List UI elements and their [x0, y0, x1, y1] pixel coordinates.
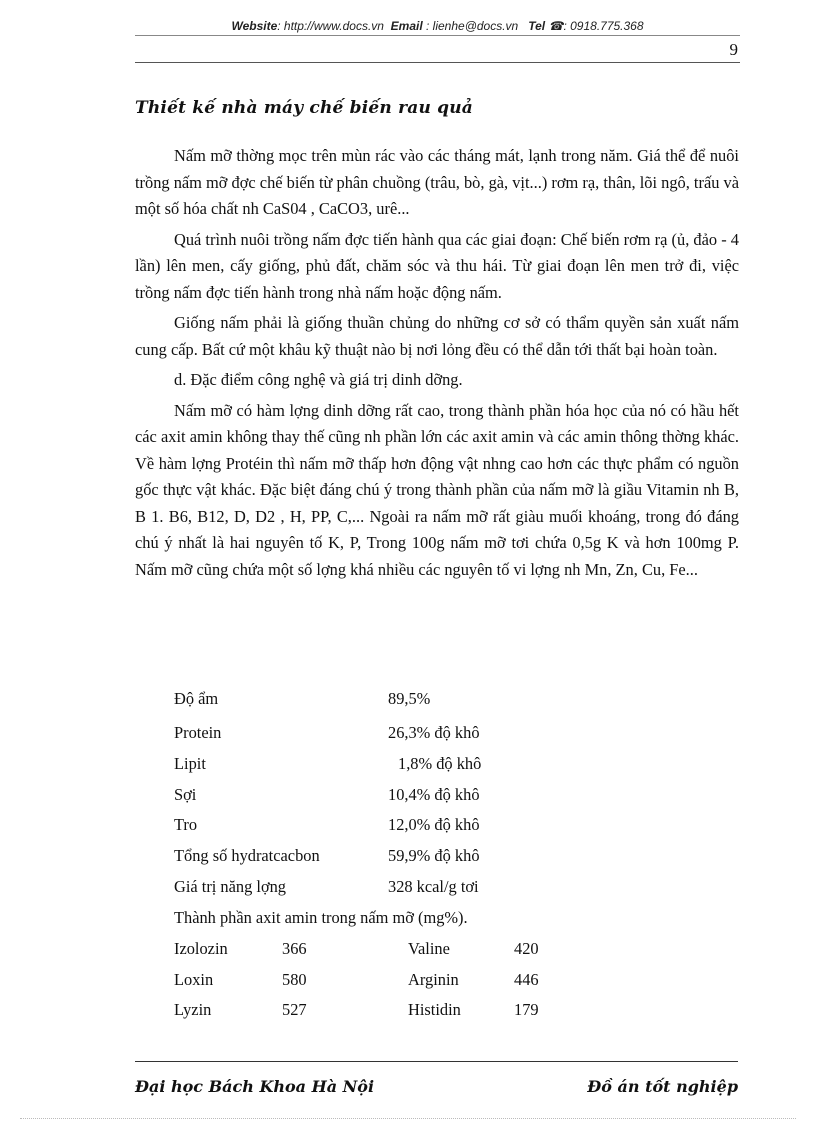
composition-row	[174, 877, 479, 897]
composition-name: Sợi	[174, 785, 197, 804]
amino-value: 420	[514, 939, 539, 958]
composition-value: 89,5%	[388, 689, 431, 708]
composition-row	[174, 754, 482, 774]
paragraph-1: Nấm mỡ thờng mọc trên mùn rác vào các tháng mát, lạnh trong năm. Giá thể để nuôi trồng nấm mỡ đợc chế biến từ phân chuồng (trâu, bò, gà, vịt...) rơm rạ, thân, lõi ngô, trấu và một số hóa chất nh CaS04 , CaCO3, urê...	[135, 146, 739, 218]
document-title: Thiết kế nhà máy chế biến rau quả	[135, 98, 474, 118]
page-number: 9	[729, 40, 738, 59]
amino-value: 179	[514, 1000, 539, 1019]
body-text	[135, 143, 739, 583]
amino-value: 580	[282, 970, 307, 989]
website-label: Website	[231, 19, 278, 33]
amino-value: 366	[282, 939, 307, 958]
composition-value: 59,9% độ khô	[388, 846, 480, 865]
amino-table-title: Thành phần axit amin trong nấm mỡ (mg%).	[174, 908, 468, 927]
composition-value: 26,3% độ khô	[388, 723, 480, 742]
email-label: Email	[390, 19, 423, 33]
amino-name: Lyzin	[174, 1000, 212, 1019]
footer-university: Đại học Bách Khoa Hà Nội	[135, 1077, 375, 1096]
composition-value: 12,0% độ khô	[388, 815, 480, 834]
header-rule-bottom	[135, 62, 740, 63]
amino-name: Arginin	[408, 970, 459, 989]
amino-name: Valine	[408, 939, 450, 958]
phone-icon: ☎	[548, 19, 564, 33]
paragraph-3: Giống nấm phải là giống thuần chủng do những cơ sở có thẩm quyền sản xuất nấm cung cấp. Bất cứ một khâu kỹ thuật nào bị nơi lỏng đều có thể dẫn tới thất bại hoàn toàn.	[135, 313, 739, 359]
composition-row	[174, 846, 480, 866]
composition-name: Độ ẩm	[174, 689, 219, 708]
composition-value: 10,4% độ khô	[388, 785, 480, 804]
composition-value: 1,8% độ khô	[398, 754, 482, 773]
composition-name: Protein	[174, 723, 222, 742]
header-rule	[135, 35, 740, 36]
tel-label: Tel	[528, 19, 546, 33]
composition-row	[174, 785, 480, 805]
composition-name: Tổng số hydratcacbon	[174, 846, 320, 865]
paragraph-2: Quá trình nuôi trồng nấm đợc tiến hành qua các giai đoạn: Chế biến rơm rạ (ủ, đảo - 4 lần) lên men, cấy giống, phủ đất, chăm sóc và thu hái. Từ giai đoạn lên men trở đi, việc trồng nấm đợc tiến hành trong nhà nấm hoặc động nấm.	[135, 229, 739, 302]
tel-value: : 0918.775.368	[563, 19, 644, 33]
website-value[interactable]: : http://www.docs.vn	[277, 19, 384, 33]
amino-value: 446	[514, 970, 539, 989]
composition-row	[174, 815, 480, 835]
section-heading: d. Đặc điểm công nghệ và giá trị dinh dỡng.	[174, 370, 463, 389]
amino-name: Histidin	[408, 1000, 461, 1019]
composition-name: Tro	[174, 815, 198, 834]
header-contact	[135, 19, 740, 33]
amino-value: 527	[282, 1000, 307, 1019]
footer-project: Đồ án tốt nghiệp	[587, 1077, 738, 1096]
amino-name: Loxin	[174, 970, 214, 989]
composition-row	[174, 723, 480, 743]
email-value[interactable]: : lienhe@docs.vn	[426, 19, 519, 33]
footer-rule	[135, 1061, 738, 1062]
amino-name: Izolozin	[174, 939, 228, 958]
composition-value: 328 kcal/g tơi	[388, 877, 479, 896]
paragraph-4: Nấm mỡ có hàm lợng dinh dỡng rất cao, trong thành phần hóa học của nó có hầu hết các axit amin không thay thế cũng nh phần lớn các axit amin và các amin thông thờng khác. Về hàm lợng Protéin thì nấm mỡ thấp hơn động vật nhng cao hơn các thực phẩm có nguồn gốc thực vật khác. Đặc biệt đáng chú ý trong thành phần của nấm mỡ là giầu Vitamin nh B, B 1. B6, B12, D, D2 , H, PP, C,... Ngoài ra nấm mỡ rất giàu muối khoáng, trong đó đáng chú ý nhất là hai nguyên tố K, P, Trong 100g nấm mỡ tơi chứa 0,5g K và hơn 100mg P. Nấm mỡ cũng chứa một số lợng khá nhiều các nguyên tố vi lợng nh Mn, Zn, Cu, Fe...	[135, 400, 739, 579]
composition-name: Lipit	[174, 754, 206, 773]
composition-name: Giá trị năng lợng	[174, 877, 286, 896]
composition-row	[174, 689, 431, 709]
page-edge-divider	[20, 1118, 796, 1119]
